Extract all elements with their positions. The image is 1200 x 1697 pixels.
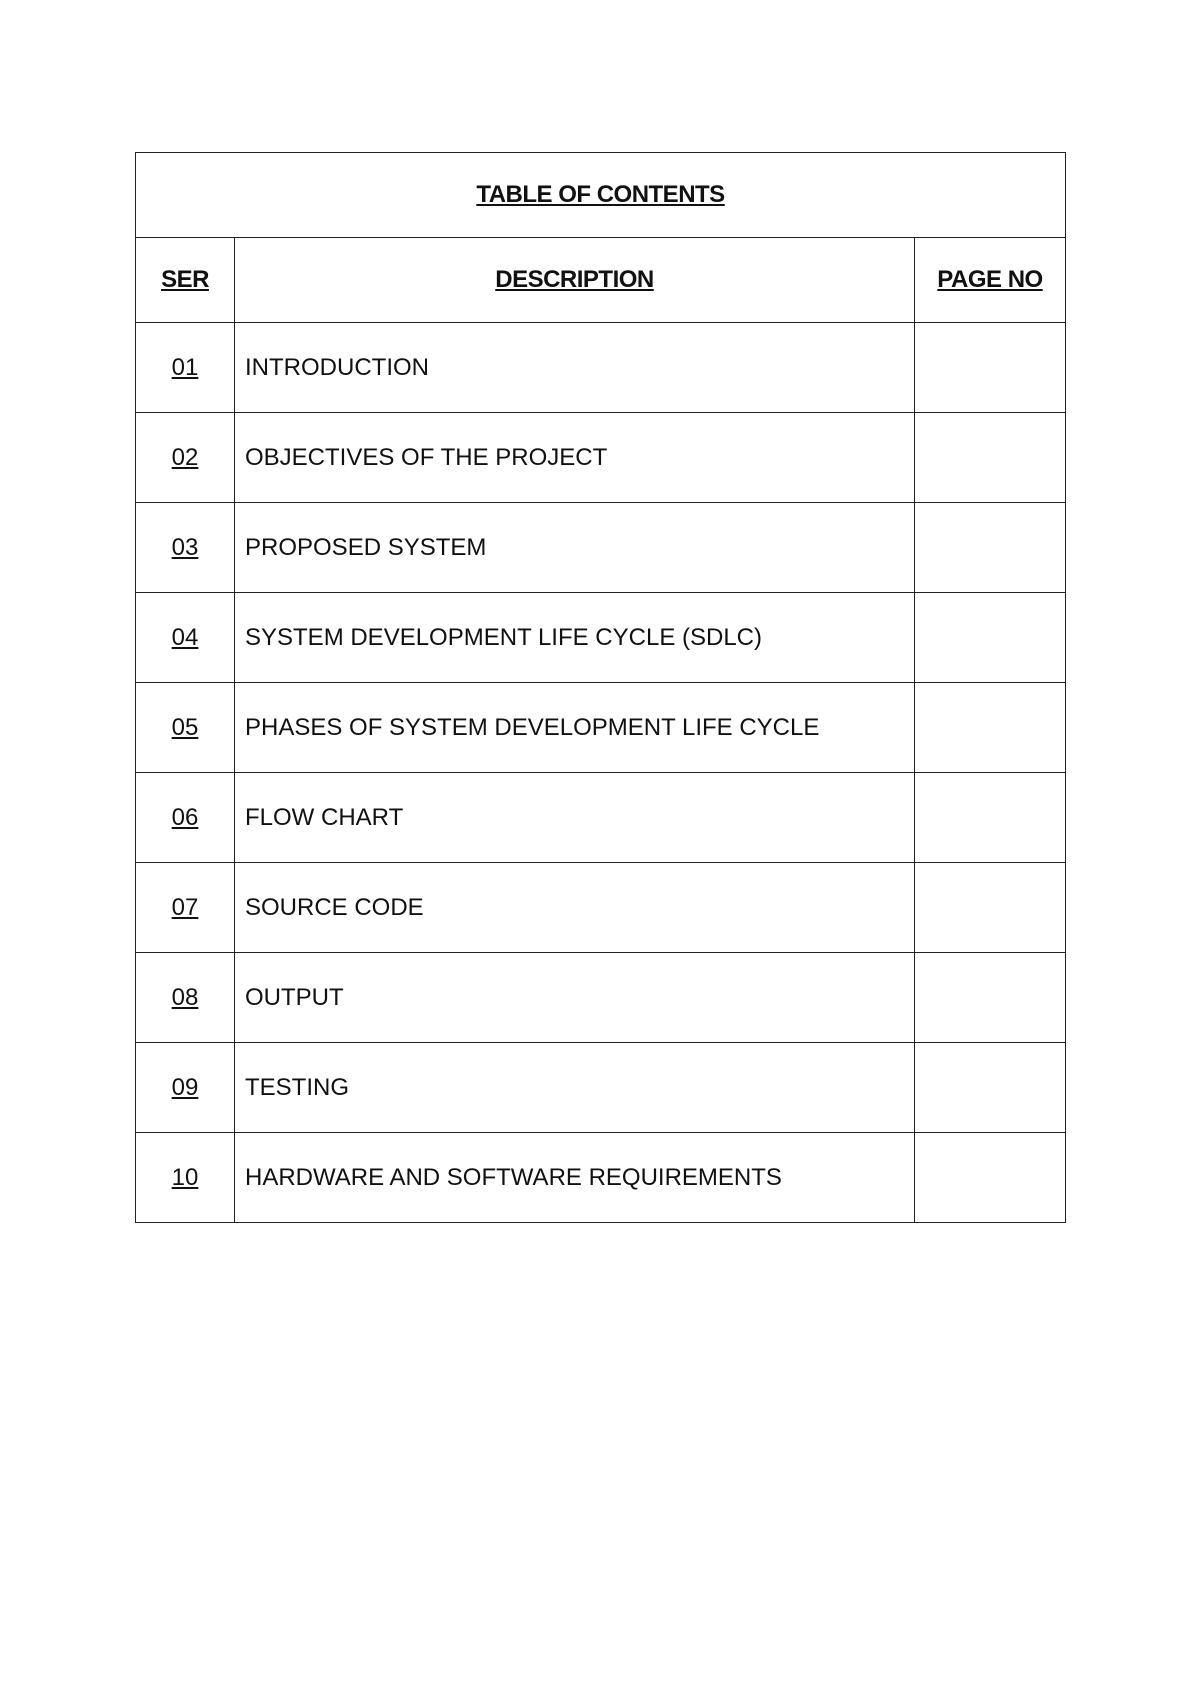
page-cell: [915, 773, 1066, 863]
page-cell: [915, 413, 1066, 503]
description-cell: PHASES OF SYSTEM DEVELOPMENT LIFE CYCLE: [235, 683, 915, 773]
header-page-no: PAGE NO: [915, 238, 1066, 323]
ser-cell: 07: [136, 863, 235, 953]
ser-cell: 01: [136, 323, 235, 413]
page-cell: [915, 953, 1066, 1043]
ser-cell: 04: [136, 593, 235, 683]
ser-cell: 03: [136, 503, 235, 593]
header-ser: SER: [136, 238, 235, 323]
ser-cell: 06: [136, 773, 235, 863]
ser-cell: 02: [136, 413, 235, 503]
table-row: [136, 413, 1066, 503]
page-cell: [915, 323, 1066, 413]
table-row: [136, 773, 1066, 863]
description-cell: OBJECTIVES OF THE PROJECT: [235, 413, 915, 503]
header-description: DESCRIPTION: [235, 238, 915, 323]
description-cell: OUTPUT: [235, 953, 915, 1043]
description-cell: HARDWARE AND SOFTWARE REQUIREMENTS: [235, 1133, 915, 1223]
table-row: [136, 1043, 1066, 1133]
table-of-contents: [135, 152, 1066, 1223]
toc-title: TABLE OF CONTENTS: [136, 153, 1066, 238]
page-cell: [915, 1043, 1066, 1133]
page-cell: [915, 683, 1066, 773]
table-row: [136, 953, 1066, 1043]
description-cell: TESTING: [235, 1043, 915, 1133]
page-cell: [915, 863, 1066, 953]
ser-cell: 10: [136, 1133, 235, 1223]
table-row: [136, 683, 1066, 773]
description-cell: FLOW CHART: [235, 773, 915, 863]
table-row: [136, 593, 1066, 683]
table-row: [136, 323, 1066, 413]
page-cell: [915, 1133, 1066, 1223]
description-cell: PROPOSED SYSTEM: [235, 503, 915, 593]
ser-cell: 08: [136, 953, 235, 1043]
page-cell: [915, 593, 1066, 683]
description-cell: SOURCE CODE: [235, 863, 915, 953]
ser-cell: 09: [136, 1043, 235, 1133]
description-cell: INTRODUCTION: [235, 323, 915, 413]
description-cell: SYSTEM DEVELOPMENT LIFE CYCLE (SDLC): [235, 593, 915, 683]
table-row: [136, 863, 1066, 953]
table-row: [136, 1133, 1066, 1223]
ser-cell: 05: [136, 683, 235, 773]
header-row: [136, 238, 1066, 323]
page-cell: [915, 503, 1066, 593]
title-row: [136, 153, 1066, 238]
table-row: [136, 503, 1066, 593]
